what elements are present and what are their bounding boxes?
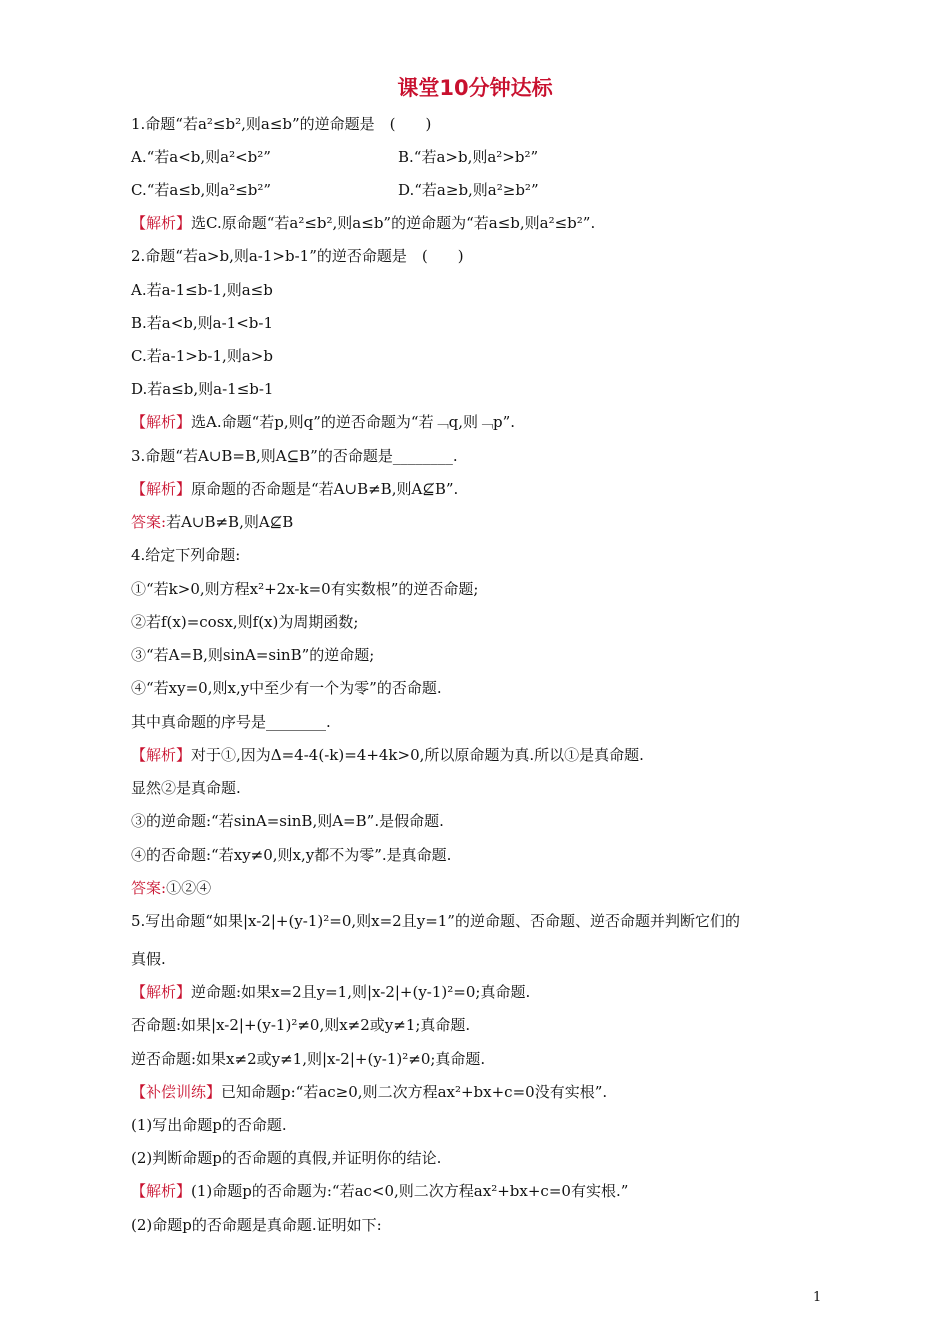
q2-option-a: A.若a-1≤b-1,则a≤b bbox=[131, 281, 273, 299]
analysis-tag: 【解析】 bbox=[131, 1182, 192, 1200]
analysis-tag: 【解析】 bbox=[131, 983, 192, 1001]
analysis-4: 【解析】对于①,因为Δ=4-4(-k)=4+4k>0,所以原命题为真.所以①是真命题. bbox=[131, 746, 644, 764]
answer-tag: 答案: bbox=[131, 879, 167, 897]
question-5-cont: 真假. bbox=[131, 950, 166, 968]
supplement-training: 【补偿训练】已知命题p:“若ac≥0,则二次方程ax²+bx+c=0没有实根”. bbox=[131, 1083, 608, 1101]
question-3: 3.命题“若A∪B=B,则A⊆B”的否命题是________. bbox=[131, 447, 458, 465]
analysis-6-line-2: (2)命题p的否命题是真命题.证明如下: bbox=[131, 1216, 382, 1234]
q4-item-4: ④“若xy=0,则x,y中至少有一个为零”的否命题. bbox=[131, 679, 442, 697]
option-b: B.“若a>b,则a²>b²” bbox=[398, 148, 539, 166]
page-title: 课堂10分钟达标 bbox=[397, 76, 553, 100]
q2-option-b: B.若a<b,则a-1<b-1 bbox=[131, 314, 274, 332]
analysis-3: 【解析】原命题的否命题是“若A∪B≠B,则A⊈B”. bbox=[131, 480, 459, 498]
analysis-4-line-4: ④的否命题:“若xy≠0,则x,y都不为零”.是真命题. bbox=[131, 846, 452, 864]
analysis-6: 【解析】(1)命题p的否命题为:“若ac<0,则二次方程ax²+bx+c=0有实根.” bbox=[131, 1182, 629, 1200]
analysis-5-line-3: 逆否命题:如果x≠2或y≠1,则|x-2|+(y-1)²≠0;真命题. bbox=[131, 1050, 486, 1068]
option-c: C.“若a≤b,则a²≤b²” bbox=[131, 181, 272, 199]
analysis-tag: 【解析】 bbox=[131, 746, 192, 764]
analysis-tag: 【解析】 bbox=[131, 413, 192, 431]
supplement-part-2: (2)判断命题p的否命题的真假,并证明你的结论. bbox=[131, 1149, 442, 1167]
analysis-4-line-2: 显然②是真命题. bbox=[131, 779, 241, 797]
analysis-tag: 【解析】 bbox=[131, 214, 192, 232]
q4-item-2: ②若f(x)=cosx,则f(x)为周期函数; bbox=[131, 613, 359, 631]
analysis-4-line-3: ③的逆命题:“若sinA=sinB,则A=B”.是假命题. bbox=[131, 812, 444, 830]
analysis-2: 【解析】选A.命题“若p,则q”的逆否命题为“若﹁q,则﹁p”. bbox=[131, 413, 516, 431]
analysis-1: 【解析】选C.原命题“若a²≤b²,则a≤b”的逆命题为“若a≤b,则a²≤b²”. bbox=[131, 214, 596, 232]
answer-4: 答案:①②④ bbox=[131, 879, 212, 897]
analysis-5: 【解析】逆命题:如果x=2且y=1,则|x-2|+(y-1)²=0;真命题. bbox=[131, 983, 531, 1001]
q4-item-3: ③“若A=B,则sinA=sinB”的逆命题; bbox=[131, 646, 375, 664]
q4-prompt: 其中真命题的序号是________. bbox=[131, 713, 331, 731]
question-5: 5.写出命题“如果|x-2|+(y-1)²=0,则x=2且y=1”的逆命题、否命题、逆否命题并判断它们的 bbox=[131, 912, 740, 930]
question-1: 1.命题“若a²≤b²,则a≤b”的逆命题是 ( ) bbox=[131, 115, 432, 133]
question-4: 4.给定下列命题: bbox=[131, 546, 241, 564]
supplement-part-1: (1)写出命题p的否命题. bbox=[131, 1116, 287, 1134]
q2-option-d: D.若a≤b,则a-1≤b-1 bbox=[131, 380, 274, 398]
analysis-tag: 【解析】 bbox=[131, 480, 192, 498]
question-2: 2.命题“若a>b,则a-1>b-1”的逆否命题是 ( ) bbox=[131, 247, 464, 265]
supplement-tag: 【补偿训练】 bbox=[131, 1083, 222, 1101]
q4-item-1: ①“若k>0,则方程x²+2x-k=0有实数根”的逆否命题; bbox=[131, 580, 479, 598]
answer-3: 答案:若A∪B≠B,则A⊈B bbox=[131, 513, 294, 531]
option-a: A.“若a<b,则a²<b²” bbox=[131, 148, 271, 166]
option-d: D.“若a≥b,则a²≥b²” bbox=[398, 181, 539, 199]
q2-option-c: C.若a-1>b-1,则a>b bbox=[131, 347, 273, 365]
answer-tag: 答案: bbox=[131, 513, 167, 531]
page-number: 1 bbox=[813, 1290, 822, 1305]
analysis-5-line-2: 否命题:如果|x-2|+(y-1)²≠0,则x≠2或y≠1;真命题. bbox=[131, 1016, 471, 1034]
